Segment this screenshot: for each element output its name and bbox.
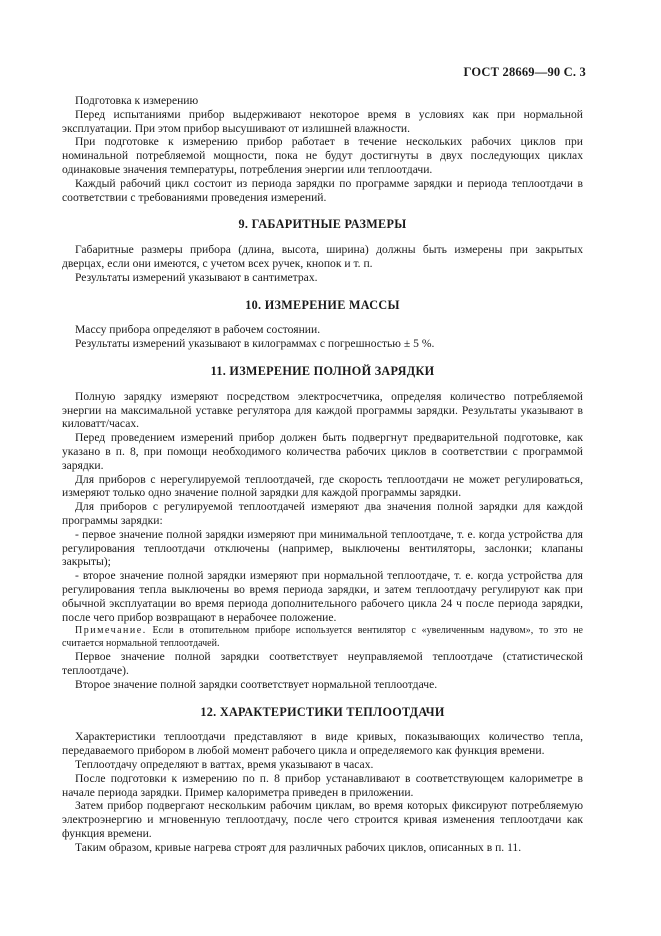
- paragraph: Результаты измерений указывают в килограммах с погрешностью ± 5 %.: [75, 337, 435, 351]
- section-heading-12: 12. ХАРАКТЕРИСТИКИ ТЕПЛООТДАЧИ: [200, 704, 445, 719]
- section-heading-9: 9. ГАБАРИТНЫЕ РАЗМЕРЫ: [238, 217, 407, 232]
- paragraph: Второе значение полной зарядки соответствует нормальной теплоотдаче.: [75, 677, 438, 691]
- document-body: [62, 94, 583, 855]
- paragraph: Для приборов с нерегулируемой теплоотдачей, где скорость теплоотдачи не может регулироваться, измеряют только одно значение полной зарядки для каждой программы зарядки.: [62, 472, 583, 500]
- paragraph: Результаты измерений указывают в сантиметрах.: [75, 270, 318, 284]
- paragraph: Габаритные размеры прибора (длина, высота, ширина) должны быть измерены при закрытых дверцах, если они имеются, с учетом всех ручек, кнопок и т. п.: [62, 243, 583, 270]
- subsection-title-preparation: Подготовка к измерению: [75, 94, 199, 107]
- page-header: ГОСТ 28669—90 С. 3: [463, 65, 586, 79]
- list-item: - второе значение полной зарядки измеряют при нормальной теплоотдаче, т. е. когда устройства для регулирования тепла выключены во время периода зарядки, и затем теплоотдачу регулируют как при обычной эксплуатации во время периода дополнительного рабочего цикла 24 ч после периода зарядки, после чего прибор возвращают в нерабочее положение.: [62, 569, 583, 624]
- paragraph: Первое значение полной зарядки соответствует неуправляемой теплоотдаче (статистической теплоотдаче).: [62, 650, 583, 678]
- note: [62, 624, 583, 650]
- paragraph: Характеристики теплоотдачи представляют в виде кривых, показывающих количество тепла, передаваемого прибором в любой момент рабочего цикла и определяемого как функция времени.: [62, 730, 583, 758]
- note-text: Если в отопительном приборе используется вентилятор с «увеличенным надувом», то это не считается нормальной теплоотдачей.: [62, 625, 583, 650]
- paragraph: Перед проведением измерений прибор должен быть подвергнут предварительной подготовке, как указано в п. 8, при помощи необходимого количества рабочих циклов в соответствии с программой зарядки.: [62, 431, 583, 472]
- paragraph: Каждый рабочий цикл состоит из периода зарядки по программе зарядки и периода теплоотдачи в соответствии с требованиями проведения измерений.: [62, 176, 583, 204]
- paragraph: Полную зарядку измеряют посредством электросчетчика, определяя количество потребляемой энергии на максимальной уставке регулятора для каждой программы зарядки. Результаты указывают в киловатт/часах.: [62, 389, 583, 431]
- paragraph: Теплоотдачу определяют в ваттах, время указывают в часах.: [75, 758, 374, 772]
- paragraph: Для приборов с регулируемой теплоотдачей измеряют два значения полной зарядки для каждой программы зарядки:: [62, 500, 583, 527]
- paragraph: Затем прибор подвергают нескольким рабочим циклам, во время которых фиксируют потребляемую электроэнергию и мгновенную теплоотдачу, после чего строится кривая изменения теплоотдачи как функция времени.: [62, 799, 583, 841]
- section-heading-11: 11. ИЗМЕРЕНИЕ ПОЛНОЙ ЗАРЯДКИ: [210, 363, 435, 378]
- paragraph: При подготовке к измерению прибор работает в течение нескольких рабочих циклов при номинальной потребляемой мощности, пока не будут достигнуты в двух последующих циклах одинаковые значения температуры, потребления энергии или теплоотдачи.: [62, 135, 583, 176]
- paragraph: После подготовки к измерению по п. 8 прибор устанавливают в соответствующем калориметре в начале периода зарядки. Пример калориметра приведен в приложении.: [62, 771, 583, 799]
- note-label: Примечание.: [75, 625, 147, 637]
- section-heading-10: 10. ИЗМЕРЕНИЕ МАССЫ: [245, 297, 400, 312]
- paragraph: Массу прибора определяют в рабочем состоянии.: [75, 323, 321, 337]
- list-item: - первое значение полной зарядки измеряют при минимальной теплоотдаче, т. е. когда устройства для регулирования теплоотдачи отключены (например, выключены вентиляторы, заслонки; клапаны закрыты);: [62, 527, 583, 569]
- paragraph: Перед испытаниями прибор выдерживают некоторое время в условиях как при нормальной эксплуатации. При этом прибор высушивают от излишней влажности.: [62, 107, 583, 135]
- paragraph: Таким образом, кривые нагрева строят для различных рабочих циклов, описанных в п. 11.: [75, 840, 522, 854]
